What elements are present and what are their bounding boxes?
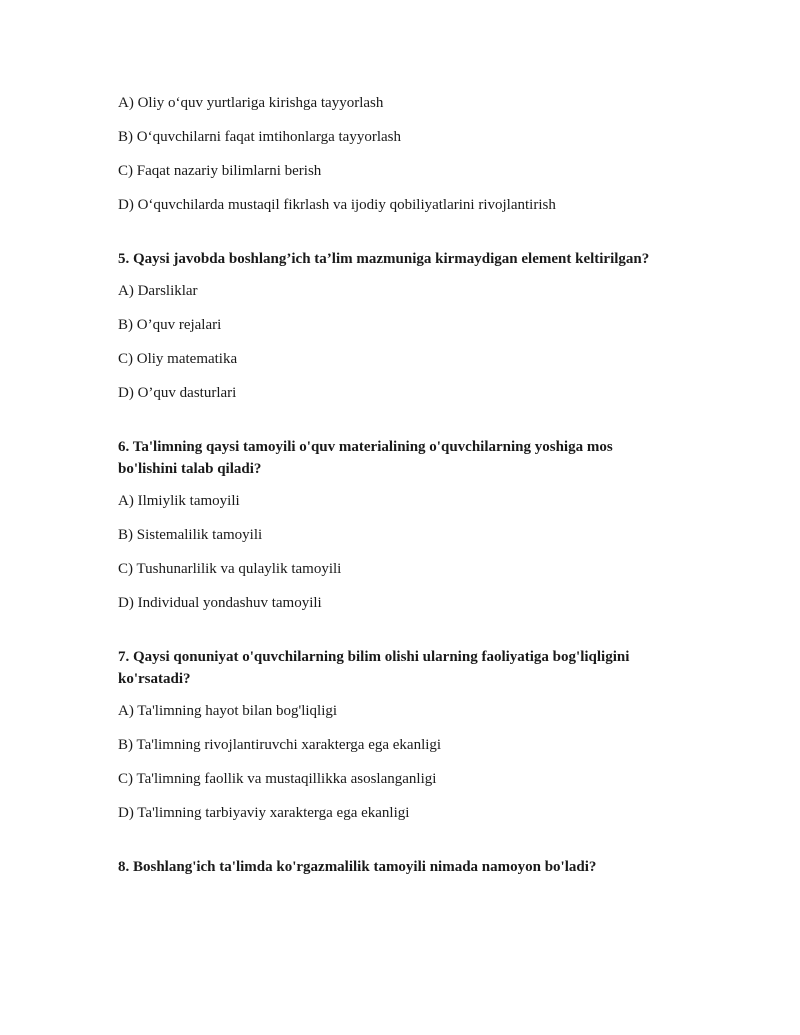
document-page [118, 92, 698, 888]
question-7 [118, 646, 698, 824]
question-6 [118, 436, 698, 614]
option-c: C) Ta'limning faollik va mustaqillikka asoslanganligi [118, 771, 437, 787]
question-text: 5. Qaysi javobda boshlang’ich ta’lim mazmuniga kirmaydigan element keltirilgan? [118, 251, 650, 267]
option-a: A) Ilmiylik tamoyili [118, 493, 240, 509]
question-text: 8. Boshlang'ich ta'limda ko'rgazmalilik tamoyili nimada namoyon bo'ladi? [118, 859, 597, 875]
option-c: C) Oliy matematika [118, 351, 238, 367]
option-a: A) Darsliklar [118, 283, 198, 299]
option-b: B) O’quv rejalari [118, 317, 222, 333]
option-b: B) Ta'limning rivojlantiruvchi xarakterga ega ekanligi [118, 737, 442, 753]
option-d: D) O’quv dasturlari [118, 385, 237, 401]
question-5 [118, 248, 698, 404]
option-d: D) Ta'limning tarbiyaviy xarakterga ega ekanligi [118, 805, 410, 821]
question-text-line-1: 7. Qaysi qonuniyat o'quvchilarning bilim olishi ularning faoliyatiga bog'liqligini [118, 649, 630, 665]
question-text [118, 436, 698, 480]
question-text-line-2: bo'lishini talab qiladi? [118, 461, 262, 477]
option-b: B) O‘quvchilarni faqat imtihonlarga tayyorlash [118, 129, 401, 145]
option-d: D) Individual yondashuv tamoyili [118, 595, 322, 611]
option-c: C) Faqat nazariy bilimlarni berish [118, 163, 322, 179]
option-d: D) O‘quvchilarda mustaqil fikrlash va ijodiy qobiliyatlarini rivojlantirish [118, 197, 556, 213]
question-8 [118, 856, 698, 878]
option-c: C) Tushunarlilik va qulaylik tamoyili [118, 561, 342, 577]
question-text-line-2: ko'rsatadi? [118, 671, 191, 687]
option-a: A) Ta'limning hayot bilan bog'liqligi [118, 703, 338, 719]
option-b: B) Sistemalilik tamoyili [118, 527, 263, 543]
question-text-line-1: 6. Ta'limning qaysi tamoyili o'quv materialining o'quvchilarning yoshiga mos [118, 439, 613, 455]
intro-option-list [118, 92, 698, 216]
question-text [118, 646, 698, 690]
option-a: A) Oliy o‘quv yurtlariga kirishga tayyorlash [118, 95, 384, 111]
